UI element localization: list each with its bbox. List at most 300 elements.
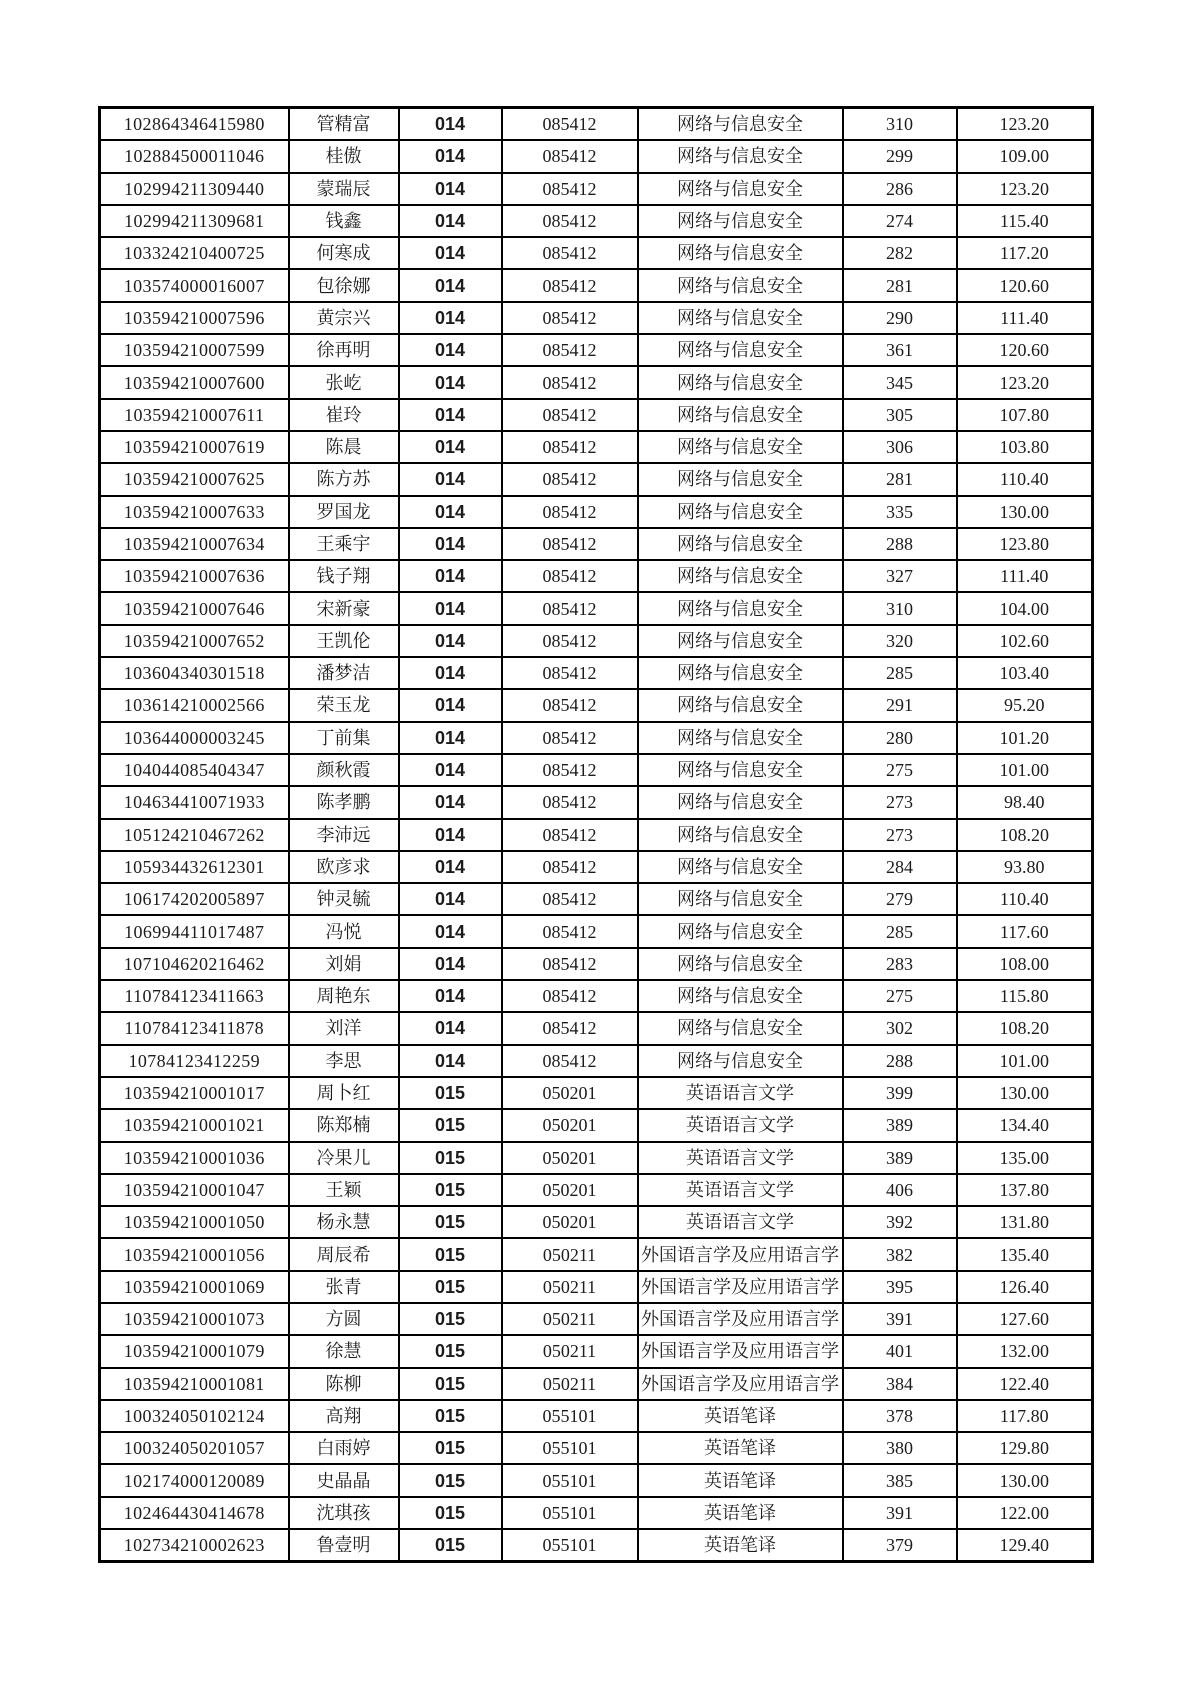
major-name: 网络与信息安全 xyxy=(638,657,843,689)
initial-score: 320 xyxy=(843,625,957,657)
major-code: 085412 xyxy=(502,205,638,237)
department-code: 015 xyxy=(399,1464,502,1496)
candidate-id: 102884500011046 xyxy=(100,140,289,172)
retest-score: 111.40 xyxy=(957,302,1093,334)
initial-score: 378 xyxy=(843,1400,957,1432)
initial-score: 306 xyxy=(843,431,957,463)
department-code: 015 xyxy=(399,1400,502,1432)
department-code: 014 xyxy=(399,851,502,883)
candidate-name: 白雨婷 xyxy=(289,1432,399,1464)
major-name: 英语语言文学 xyxy=(638,1206,843,1238)
retest-score: 110.40 xyxy=(957,463,1093,495)
initial-score: 406 xyxy=(843,1174,957,1206)
major-code: 050211 xyxy=(502,1271,638,1303)
major-name: 网络与信息安全 xyxy=(638,463,843,495)
retest-score: 111.40 xyxy=(957,560,1093,592)
initial-score: 275 xyxy=(843,980,957,1012)
major-code: 085412 xyxy=(502,948,638,980)
major-code: 085412 xyxy=(502,819,638,851)
major-code: 085412 xyxy=(502,560,638,592)
major-code: 050201 xyxy=(502,1206,638,1238)
major-code: 085412 xyxy=(502,431,638,463)
retest-score: 127.60 xyxy=(957,1303,1093,1335)
department-code: 014 xyxy=(399,883,502,915)
major-name: 外国语言学及应用语言学 xyxy=(638,1303,843,1335)
department-code: 014 xyxy=(399,140,502,172)
candidate-name: 罗国龙 xyxy=(289,496,399,528)
candidate-id: 103594210007611 xyxy=(100,399,289,431)
retest-score: 103.80 xyxy=(957,431,1093,463)
initial-score: 310 xyxy=(843,592,957,624)
major-code: 050201 xyxy=(502,1109,638,1141)
candidate-name: 何寒成 xyxy=(289,237,399,269)
candidate-name: 张屹 xyxy=(289,366,399,398)
candidate-id: 100324050102124 xyxy=(100,1400,289,1432)
department-code: 015 xyxy=(399,1497,502,1529)
major-name: 网络与信息安全 xyxy=(638,851,843,883)
initial-score: 285 xyxy=(843,657,957,689)
candidate-name: 史晶晶 xyxy=(289,1464,399,1496)
table-row xyxy=(100,496,1093,528)
table-row xyxy=(100,140,1093,172)
department-code: 014 xyxy=(399,786,502,818)
table-row xyxy=(100,399,1093,431)
major-name: 英语笔译 xyxy=(638,1400,843,1432)
candidate-id: 103614210002566 xyxy=(100,689,289,721)
major-code: 085412 xyxy=(502,786,638,818)
retest-score: 131.80 xyxy=(957,1206,1093,1238)
table-row xyxy=(100,1012,1093,1044)
initial-score: 280 xyxy=(843,722,957,754)
department-code: 014 xyxy=(399,237,502,269)
major-code: 085412 xyxy=(502,108,638,141)
candidate-name: 崔玲 xyxy=(289,399,399,431)
table-row xyxy=(100,689,1093,721)
initial-score: 305 xyxy=(843,399,957,431)
retest-score: 123.20 xyxy=(957,173,1093,205)
initial-score: 273 xyxy=(843,786,957,818)
candidate-id: 10784123412259 xyxy=(100,1045,289,1077)
major-code: 055101 xyxy=(502,1497,638,1529)
major-code: 085412 xyxy=(502,463,638,495)
candidate-id: 103594210001047 xyxy=(100,1174,289,1206)
retest-score: 110.40 xyxy=(957,883,1093,915)
major-code: 085412 xyxy=(502,173,638,205)
retest-score: 135.40 xyxy=(957,1238,1093,1270)
major-code: 085412 xyxy=(502,625,638,657)
candidate-name: 陈方苏 xyxy=(289,463,399,495)
table-row xyxy=(100,1174,1093,1206)
major-name: 网络与信息安全 xyxy=(638,980,843,1012)
major-name: 网络与信息安全 xyxy=(638,625,843,657)
candidate-id: 104044085404347 xyxy=(100,754,289,786)
candidate-id: 104634410071933 xyxy=(100,786,289,818)
major-name: 外国语言学及应用语言学 xyxy=(638,1271,843,1303)
major-name: 网络与信息安全 xyxy=(638,269,843,301)
major-name: 英语语言文学 xyxy=(638,1109,843,1141)
initial-score: 345 xyxy=(843,366,957,398)
major-name: 网络与信息安全 xyxy=(638,819,843,851)
initial-score: 288 xyxy=(843,1045,957,1077)
candidate-name: 周辰希 xyxy=(289,1238,399,1270)
initial-score: 385 xyxy=(843,1464,957,1496)
table-row xyxy=(100,431,1093,463)
initial-score: 299 xyxy=(843,140,957,172)
major-code: 050201 xyxy=(502,1142,638,1174)
candidate-name: 管精富 xyxy=(289,108,399,141)
candidate-name: 冯悦 xyxy=(289,915,399,947)
department-code: 015 xyxy=(399,1335,502,1367)
department-code: 014 xyxy=(399,592,502,624)
candidate-name: 方圆 xyxy=(289,1303,399,1335)
candidate-id: 106994411017487 xyxy=(100,915,289,947)
retest-score: 126.40 xyxy=(957,1271,1093,1303)
department-code: 014 xyxy=(399,1012,502,1044)
department-code: 014 xyxy=(399,980,502,1012)
major-name: 英语笔译 xyxy=(638,1529,843,1562)
candidate-id: 105124210467262 xyxy=(100,819,289,851)
candidate-id: 103594210007600 xyxy=(100,366,289,398)
candidate-id: 103594210001056 xyxy=(100,1238,289,1270)
candidate-name: 刘洋 xyxy=(289,1012,399,1044)
retest-score: 130.00 xyxy=(957,1077,1093,1109)
retest-score: 117.20 xyxy=(957,237,1093,269)
candidate-id: 103604340301518 xyxy=(100,657,289,689)
retest-score: 101.00 xyxy=(957,1045,1093,1077)
table-row xyxy=(100,528,1093,560)
initial-score: 290 xyxy=(843,302,957,334)
major-name: 外国语言学及应用语言学 xyxy=(638,1238,843,1270)
initial-score: 361 xyxy=(843,334,957,366)
major-name: 英语笔译 xyxy=(638,1432,843,1464)
retest-score: 101.00 xyxy=(957,754,1093,786)
retest-score: 98.40 xyxy=(957,786,1093,818)
table-row xyxy=(100,366,1093,398)
department-code: 015 xyxy=(399,1432,502,1464)
major-code: 085412 xyxy=(502,302,638,334)
retest-score: 137.80 xyxy=(957,1174,1093,1206)
major-name: 英语语言文学 xyxy=(638,1142,843,1174)
initial-score: 399 xyxy=(843,1077,957,1109)
major-code: 050211 xyxy=(502,1368,638,1400)
table-row xyxy=(100,1464,1093,1496)
candidate-name: 李思 xyxy=(289,1045,399,1077)
department-code: 015 xyxy=(399,1109,502,1141)
candidate-id: 102174000120089 xyxy=(100,1464,289,1496)
table-row xyxy=(100,625,1093,657)
initial-score: 284 xyxy=(843,851,957,883)
candidate-name: 宋新豪 xyxy=(289,592,399,624)
candidate-id: 103594210001069 xyxy=(100,1271,289,1303)
table-row xyxy=(100,1368,1093,1400)
department-code: 014 xyxy=(399,722,502,754)
initial-score: 392 xyxy=(843,1206,957,1238)
major-code: 085412 xyxy=(502,754,638,786)
department-code: 014 xyxy=(399,819,502,851)
major-name: 网络与信息安全 xyxy=(638,948,843,980)
candidate-id: 103644000003245 xyxy=(100,722,289,754)
major-name: 网络与信息安全 xyxy=(638,883,843,915)
major-name: 网络与信息安全 xyxy=(638,399,843,431)
major-code: 085412 xyxy=(502,237,638,269)
table-row xyxy=(100,786,1093,818)
major-code: 055101 xyxy=(502,1400,638,1432)
department-code: 015 xyxy=(399,1077,502,1109)
department-code: 014 xyxy=(399,431,502,463)
major-name: 网络与信息安全 xyxy=(638,366,843,398)
table-row xyxy=(100,1206,1093,1238)
table-row xyxy=(100,1045,1093,1077)
candidate-name: 王凯伦 xyxy=(289,625,399,657)
major-code: 085412 xyxy=(502,1012,638,1044)
candidate-name: 陈郑楠 xyxy=(289,1109,399,1141)
retest-score: 103.40 xyxy=(957,657,1093,689)
major-name: 网络与信息安全 xyxy=(638,140,843,172)
initial-score: 291 xyxy=(843,689,957,721)
major-name: 网络与信息安全 xyxy=(638,915,843,947)
candidate-id: 110784123411878 xyxy=(100,1012,289,1044)
initial-score: 382 xyxy=(843,1238,957,1270)
major-code: 085412 xyxy=(502,657,638,689)
retest-score: 134.40 xyxy=(957,1109,1093,1141)
initial-score: 281 xyxy=(843,463,957,495)
department-code: 014 xyxy=(399,302,502,334)
major-code: 085412 xyxy=(502,1045,638,1077)
candidate-id: 100324050201057 xyxy=(100,1432,289,1464)
department-code: 014 xyxy=(399,560,502,592)
initial-score: 275 xyxy=(843,754,957,786)
results-table xyxy=(98,106,1094,1563)
initial-score: 288 xyxy=(843,528,957,560)
retest-score: 107.80 xyxy=(957,399,1093,431)
major-name: 网络与信息安全 xyxy=(638,108,843,141)
retest-score: 122.40 xyxy=(957,1368,1093,1400)
table-row xyxy=(100,1497,1093,1529)
candidate-id: 103594210007633 xyxy=(100,496,289,528)
candidate-name: 钟灵毓 xyxy=(289,883,399,915)
initial-score: 286 xyxy=(843,173,957,205)
candidate-name: 李沛远 xyxy=(289,819,399,851)
initial-score: 384 xyxy=(843,1368,957,1400)
major-code: 050201 xyxy=(502,1077,638,1109)
retest-score: 108.20 xyxy=(957,1012,1093,1044)
department-code: 014 xyxy=(399,754,502,786)
table-row xyxy=(100,754,1093,786)
department-code: 015 xyxy=(399,1142,502,1174)
retest-score: 101.20 xyxy=(957,722,1093,754)
table-row xyxy=(100,1271,1093,1303)
major-code: 085412 xyxy=(502,496,638,528)
initial-score: 285 xyxy=(843,915,957,947)
initial-score: 302 xyxy=(843,1012,957,1044)
candidate-name: 王颖 xyxy=(289,1174,399,1206)
major-code: 050201 xyxy=(502,1174,638,1206)
major-name: 网络与信息安全 xyxy=(638,1012,843,1044)
major-name: 网络与信息安全 xyxy=(638,205,843,237)
major-name: 网络与信息安全 xyxy=(638,431,843,463)
candidate-id: 103574000016007 xyxy=(100,269,289,301)
candidate-id: 105934432612301 xyxy=(100,851,289,883)
candidate-id: 110784123411663 xyxy=(100,980,289,1012)
major-code: 055101 xyxy=(502,1464,638,1496)
table-row xyxy=(100,883,1093,915)
candidate-name: 钱鑫 xyxy=(289,205,399,237)
candidate-id: 103594210001081 xyxy=(100,1368,289,1400)
initial-score: 401 xyxy=(843,1335,957,1367)
major-name: 网络与信息安全 xyxy=(638,722,843,754)
candidate-id: 102864346415980 xyxy=(100,108,289,141)
initial-score: 274 xyxy=(843,205,957,237)
major-name: 网络与信息安全 xyxy=(638,496,843,528)
candidate-name: 丁前集 xyxy=(289,722,399,754)
major-code: 055101 xyxy=(502,1529,638,1562)
initial-score: 389 xyxy=(843,1142,957,1174)
major-name: 英语语言文学 xyxy=(638,1174,843,1206)
retest-score: 135.00 xyxy=(957,1142,1093,1174)
retest-score: 115.40 xyxy=(957,205,1093,237)
table-row xyxy=(100,463,1093,495)
retest-score: 95.20 xyxy=(957,689,1093,721)
major-name: 网络与信息安全 xyxy=(638,592,843,624)
department-code: 015 xyxy=(399,1206,502,1238)
candidate-id: 102994211309681 xyxy=(100,205,289,237)
candidate-id: 103594210001050 xyxy=(100,1206,289,1238)
table-row xyxy=(100,1335,1093,1367)
candidate-name: 钱子翔 xyxy=(289,560,399,592)
table-row xyxy=(100,1109,1093,1141)
candidate-name: 高翔 xyxy=(289,1400,399,1432)
initial-score: 395 xyxy=(843,1271,957,1303)
major-name: 英语语言文学 xyxy=(638,1077,843,1109)
major-name: 网络与信息安全 xyxy=(638,754,843,786)
major-code: 085412 xyxy=(502,915,638,947)
candidate-name: 陈晨 xyxy=(289,431,399,463)
major-code: 085412 xyxy=(502,980,638,1012)
table-row xyxy=(100,334,1093,366)
department-code: 014 xyxy=(399,948,502,980)
candidate-id: 103594210007599 xyxy=(100,334,289,366)
retest-score: 109.00 xyxy=(957,140,1093,172)
department-code: 014 xyxy=(399,528,502,560)
table-row xyxy=(100,1238,1093,1270)
department-code: 014 xyxy=(399,463,502,495)
retest-score: 117.80 xyxy=(957,1400,1093,1432)
retest-score: 123.20 xyxy=(957,108,1093,141)
candidate-name: 桂傲 xyxy=(289,140,399,172)
initial-score: 279 xyxy=(843,883,957,915)
major-code: 085412 xyxy=(502,366,638,398)
table-row xyxy=(100,1303,1093,1335)
major-name: 网络与信息安全 xyxy=(638,528,843,560)
department-code: 015 xyxy=(399,1238,502,1270)
major-name: 英语笔译 xyxy=(638,1497,843,1529)
department-code: 014 xyxy=(399,366,502,398)
candidate-id: 103594210007636 xyxy=(100,560,289,592)
table-row xyxy=(100,657,1093,689)
candidate-name: 颜秋霞 xyxy=(289,754,399,786)
retest-score: 130.00 xyxy=(957,496,1093,528)
table-row xyxy=(100,269,1093,301)
major-name: 网络与信息安全 xyxy=(638,560,843,592)
candidate-id: 102994211309440 xyxy=(100,173,289,205)
table-row xyxy=(100,980,1093,1012)
major-name: 网络与信息安全 xyxy=(638,173,843,205)
table-row xyxy=(100,915,1093,947)
table-row xyxy=(100,1400,1093,1432)
retest-score: 120.60 xyxy=(957,334,1093,366)
department-code: 014 xyxy=(399,334,502,366)
retest-score: 130.00 xyxy=(957,1464,1093,1496)
candidate-id: 102734210002623 xyxy=(100,1529,289,1562)
department-code: 014 xyxy=(399,657,502,689)
department-code: 015 xyxy=(399,1529,502,1562)
table-row xyxy=(100,819,1093,851)
candidate-name: 冷果儿 xyxy=(289,1142,399,1174)
major-name: 网络与信息安全 xyxy=(638,237,843,269)
retest-score: 120.60 xyxy=(957,269,1093,301)
retest-score: 123.80 xyxy=(957,528,1093,560)
candidate-name: 杨永慧 xyxy=(289,1206,399,1238)
retest-score: 117.60 xyxy=(957,915,1093,947)
department-code: 015 xyxy=(399,1303,502,1335)
major-code: 050211 xyxy=(502,1303,638,1335)
candidate-name: 荣玉龙 xyxy=(289,689,399,721)
table-row xyxy=(100,592,1093,624)
major-code: 085412 xyxy=(502,722,638,754)
department-code: 014 xyxy=(399,1045,502,1077)
table-row xyxy=(100,1077,1093,1109)
department-code: 015 xyxy=(399,1368,502,1400)
candidate-name: 沈琪孩 xyxy=(289,1497,399,1529)
major-name: 网络与信息安全 xyxy=(638,302,843,334)
retest-score: 129.80 xyxy=(957,1432,1093,1464)
candidate-name: 周卜红 xyxy=(289,1077,399,1109)
major-name: 网络与信息安全 xyxy=(638,1045,843,1077)
department-code: 014 xyxy=(399,108,502,141)
candidate-name: 欧彦求 xyxy=(289,851,399,883)
table-row xyxy=(100,851,1093,883)
candidate-id: 103594210007619 xyxy=(100,431,289,463)
table-row xyxy=(100,560,1093,592)
initial-score: 380 xyxy=(843,1432,957,1464)
table-row xyxy=(100,1432,1093,1464)
candidate-name: 周艳东 xyxy=(289,980,399,1012)
major-code: 085412 xyxy=(502,334,638,366)
candidate-id: 103594210001021 xyxy=(100,1109,289,1141)
department-code: 015 xyxy=(399,1271,502,1303)
initial-score: 282 xyxy=(843,237,957,269)
table-row xyxy=(100,1529,1093,1562)
candidate-id: 103594210007625 xyxy=(100,463,289,495)
initial-score: 389 xyxy=(843,1109,957,1141)
major-name: 外国语言学及应用语言学 xyxy=(638,1368,843,1400)
department-code: 014 xyxy=(399,625,502,657)
candidate-id: 103324210400725 xyxy=(100,237,289,269)
retest-score: 122.00 xyxy=(957,1497,1093,1529)
major-code: 085412 xyxy=(502,140,638,172)
retest-score: 115.80 xyxy=(957,980,1093,1012)
retest-score: 108.00 xyxy=(957,948,1093,980)
major-name: 外国语言学及应用语言学 xyxy=(638,1335,843,1367)
retest-score: 123.20 xyxy=(957,366,1093,398)
candidate-name: 王乘宇 xyxy=(289,528,399,560)
department-code: 014 xyxy=(399,205,502,237)
candidate-name: 鲁壹明 xyxy=(289,1529,399,1562)
retest-score: 108.20 xyxy=(957,819,1093,851)
department-code: 014 xyxy=(399,399,502,431)
candidate-id: 107104620216462 xyxy=(100,948,289,980)
initial-score: 281 xyxy=(843,269,957,301)
